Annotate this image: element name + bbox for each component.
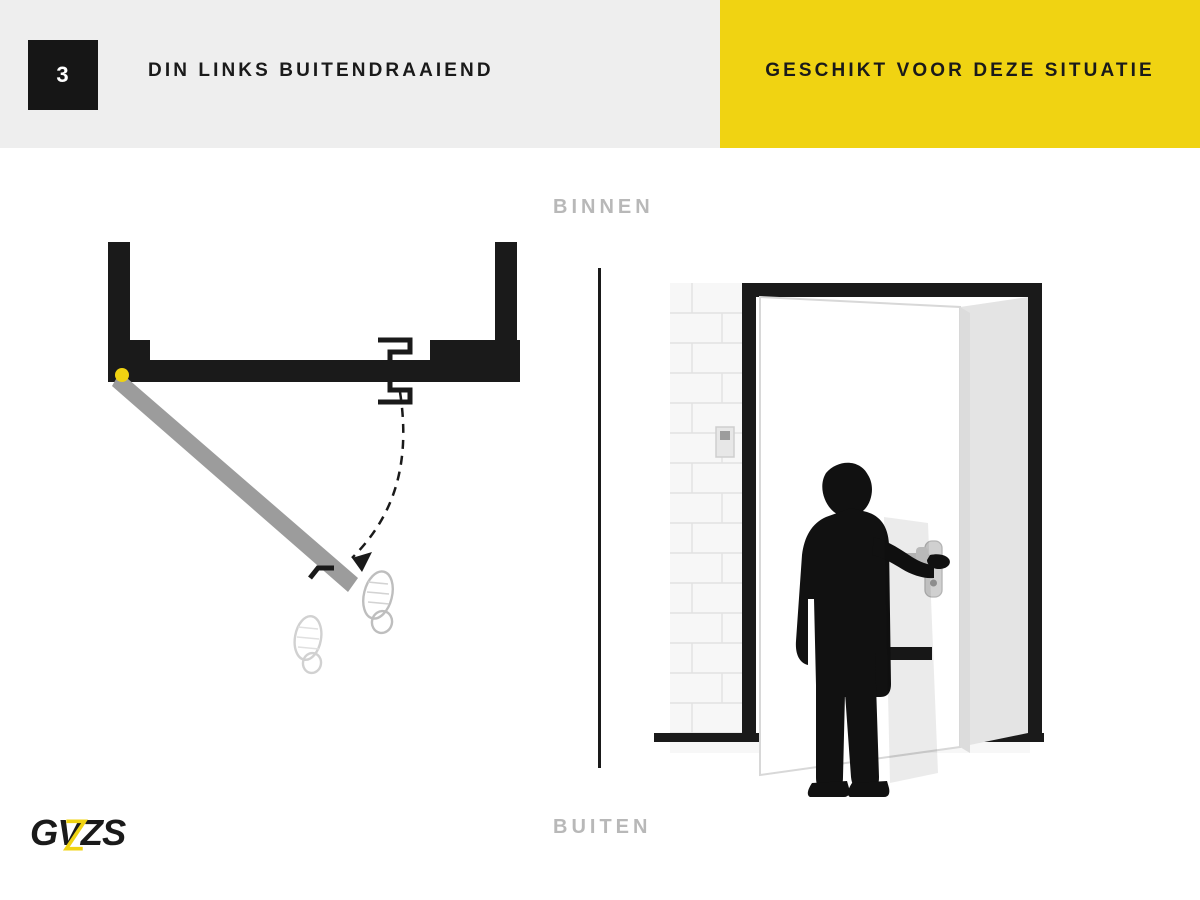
logo-text: GVZS <box>30 812 126 853</box>
label-inside: BINNEN <box>553 196 654 218</box>
divider <box>598 268 601 768</box>
footprint-rear <box>291 614 324 674</box>
plan-view-diagram <box>60 220 560 720</box>
wall-intercom-icon <box>716 427 734 457</box>
hinge-point-icon <box>115 368 129 382</box>
door-leaf-open <box>112 372 358 592</box>
page-title: DIN LINKS BUITENDRAAIEND <box>148 60 494 81</box>
perspective-scene-diagram <box>630 255 1070 835</box>
status-badge: GESCHIKT VOOR DEZE SITUATIE <box>765 60 1155 81</box>
logo-mark <box>30 812 126 853</box>
wall-frame-right <box>430 242 520 382</box>
swing-direction-arrow <box>352 392 403 572</box>
header-bar <box>0 0 1200 148</box>
header-suitability-text-wrap <box>720 0 1200 148</box>
brand-logo <box>30 812 130 858</box>
threshold-bar <box>108 360 438 382</box>
step-number-badge: 3 <box>28 40 98 110</box>
footprint-front <box>359 568 398 635</box>
label-outside: BUITEN <box>553 816 652 838</box>
